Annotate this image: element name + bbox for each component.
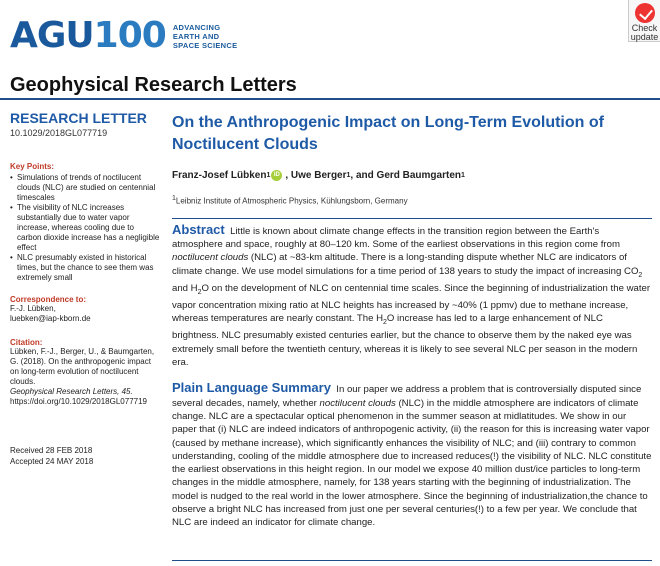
sidebar <box>10 110 160 467</box>
key-point: • Simulations of trends of noctilucent clouds (NLC) are studied on centennial timescales <box>10 173 160 203</box>
correspondence-email[interactable]: luebken@iap-kborn.de <box>10 314 91 323</box>
key-point: • The visibility of NLC increases substantially due to water vapor increase, whereas cooling due to carbon dioxide increase has a negligible effect <box>10 203 160 253</box>
abstract-heading: Abstract <box>172 221 225 237</box>
article-dates <box>10 445 160 467</box>
accepted-date: Accepted 24 MAY 2018 <box>10 457 94 466</box>
article-doi[interactable]: 10.1029/2018GL077719 <box>10 128 108 138</box>
article-type: RESEARCH LETTER <box>10 110 147 126</box>
agu100-logo[interactable] <box>10 15 238 56</box>
logo-tagline: ADVANCING EARTH AND SPACE SCIENCE <box>172 22 238 50</box>
abstract: Abstract Little is known about climate change effects in the transition region between the Earth's atmosphere and space, roughly at 80–120 km. Some of the earliest observations in this region come from noctilucent clouds (NLC) at ~83-km altitude. There is a long-standing dispute whether NLC are indicators of climate change. We use model simulations for a time period of 138 years to study the impact of increasing $CO_2$ and $H_2O$ on the development of NLC on centennial time scales. Since the beginning of industrialization the water vapor concentration mixing ratio at NLC heights has increased by ~40% (1 ppmv) due to methane increase, whereas temperatures are nearly constant. The $H_2O$ increase has led to a large enhancement of NLC brightness. NLC presumably existed centuries earlier, but the chance to observe them by the naked eye was extremely small before the twentieth century, whereas it is likely to see several NLC per season in the modern era. <box>172 221 651 369</box>
received-date: Received 28 FEB 2018 <box>10 446 93 455</box>
citation-authors: Lübken, F.-J., Berger, U., & Baumgarten, G. (2018). On the anthropogenic impact on long-term evolution of noctilucent clouds. <box>10 347 155 386</box>
key-point: • NLC presumably existed in historical times, but the chance to see them was extremely small <box>10 253 160 283</box>
citation-doi-link[interactable]: https://doi.org/10.1029/2018GL077719 <box>10 397 147 406</box>
pls-heading: Plain Language Summary <box>172 380 331 396</box>
correspondence-name: F.-J. Lübken, <box>10 304 56 313</box>
key-points-list <box>10 173 160 283</box>
author-name[interactable]: , and Gerd Baumgarten <box>350 170 461 181</box>
footer-divider <box>172 560 652 561</box>
journal-title: Geophysical Research Letters <box>10 74 297 96</box>
citation-heading: Citation: <box>10 338 43 347</box>
section-divider <box>172 218 652 219</box>
article-title: On the Anthropogenic Impact on Long-Term Evolution of Noctilucent Clouds <box>172 114 604 153</box>
orcid-icon[interactable]: iD <box>271 170 282 181</box>
author-list: Franz-Josef Lübken 1 iD , Uwe Berger 1 , and Gerd Baumgarten 1 <box>172 170 465 181</box>
author-name[interactable]: Franz-Josef Lübken <box>172 170 267 181</box>
correspondence-heading: Correspondence to: <box>10 295 87 304</box>
checkmark-icon <box>635 3 655 23</box>
plain-language-summary: Plain Language Summary In our paper we address a problem that is controversially disputed since several decades, namely, whether noctilucent clouds (NLC) in the middle atmosphere are indicators of climate change. NLC are a spectacular optical phenomenon in the summer season at midlatitudes. We show in our paper that (i) NLC are indeed indicators of anthropogenic activity, (ii) the reason for this is increasing water vapor (caused by methane increase), which significantly enhances the visibility of NLC; and (iii) contrary to common understanding, cooling of the middle atmosphere due to increased reduces(!) the visibility of NLC. NLC constitute the earliest observations in this height region. In our model we expose 40 million dust/ice particles to long-term changes in the middle atmosphere, namely, for 138 years starting with the beginning of industrialization. The model is nudged to the real world in the lower atmosphere. Since the beginning of industrialization,the chance to observe a bright NLC has increased from just one per several centuries(!) to a few per year. We conclude that NLC are indeed an indicator for climate change. <box>172 380 652 529</box>
check-for-updates-button[interactable]: Check update <box>628 0 660 42</box>
key-points-heading: Key Points: <box>10 162 55 171</box>
affiliation: 1Leibniz Institute of Atmospheric Physics, Kühlungsborn, Germany <box>172 195 408 206</box>
author-name[interactable]: , Uwe Berger <box>285 170 347 181</box>
article-main <box>172 112 652 530</box>
citation-journal: Geophysical Research Letters, 45. <box>10 387 133 396</box>
header-divider <box>0 98 660 100</box>
logo-mark: AGU100 <box>10 15 166 56</box>
